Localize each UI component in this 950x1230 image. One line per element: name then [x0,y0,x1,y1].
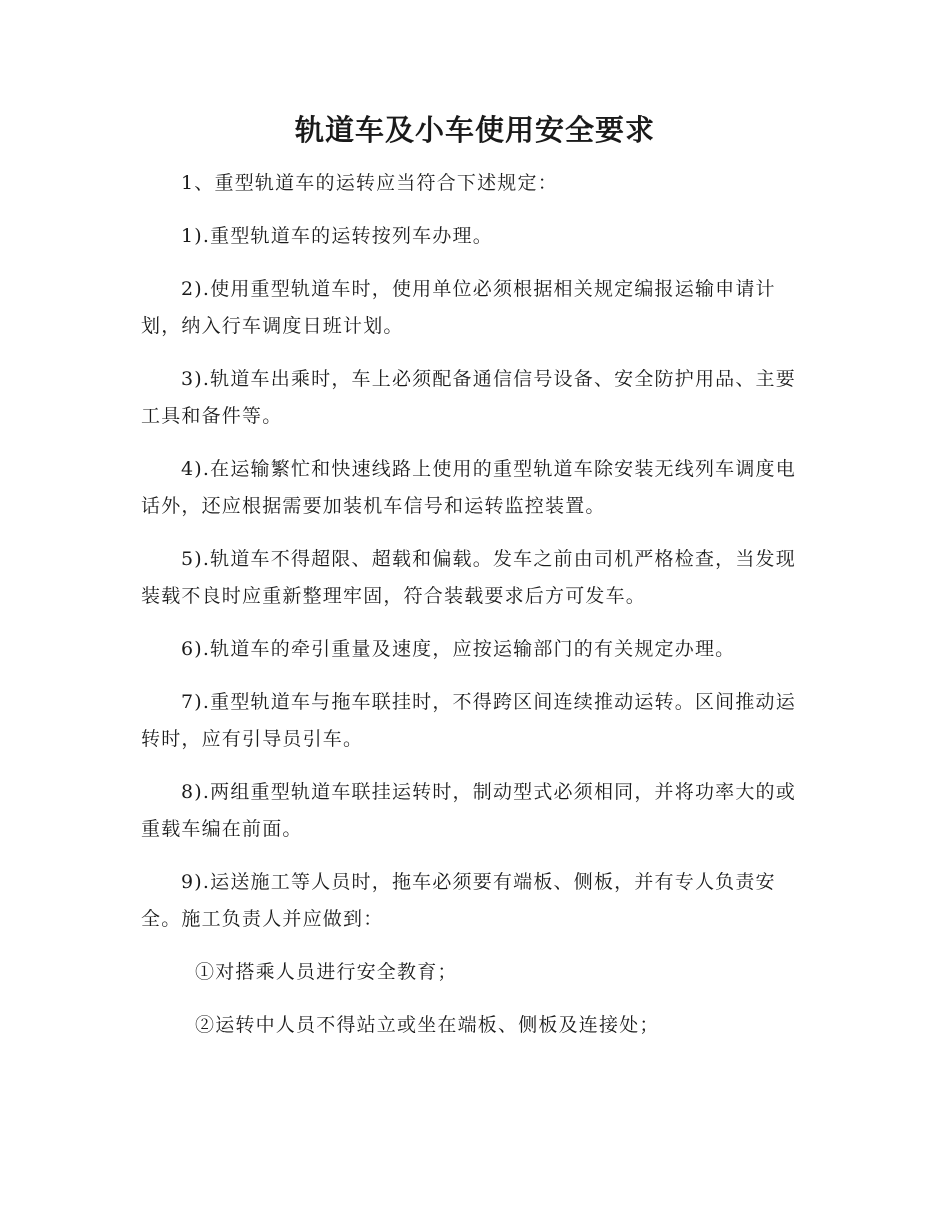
sub-item-1: ①对搭乘人员进行安全教育； [195,961,458,983]
paragraph-1-5: 5).轨道车不得超限、超载和偏载。发车之前由司机严格检查，当发现装载不良时应重新整理牢固，符合装载要求后方可发车。 [141,548,796,607]
paragraph-1: 1、重型轨道车的运转应当符合下述规定： [181,172,558,194]
paragraph-1-6: 6).轨道车的牵引重量及速度，应按运输部门的有关规定办理。 [181,638,736,660]
paragraph-1-2: 2).使用重型轨道车时，使用单位必须根据相关规定编报运输申请计划，纳入行车调度日班计划。 [141,278,776,337]
paragraph-1-4: 4).在运输繁忙和快速线路上使用的重型轨道车除安装无线列车调度电话外，还应根据需要加装机车信号和运转监控装置。 [141,458,796,517]
document-body [141,165,811,1060]
paragraph-1-3: 3).轨道车出乘时，车上必须配备通信信号设备、安全防护用品、主要工具和备件等。 [141,368,796,427]
paragraph-1-8: 8).两组重型轨道车联挂运转时，制动型式必须相同，并将功率大的或重载车编在前面。 [141,781,796,840]
paragraph-1-9: 9).运送施工等人员时，拖车必须要有端板、侧板，并有专人负责安全。施工负责人并应做到： [141,871,776,930]
sub-item-2: ②运转中人员不得站立或坐在端板、侧板及连接处； [195,1014,660,1036]
paragraph-1-7: 7).重型轨道车与拖车联挂时，不得跨区间连续推动运转。区间推动运转时，应有引导员引车。 [141,691,796,750]
paragraph-1-1: 1).重型轨道车的运转按列车办理。 [181,225,493,247]
document-title: 轨道车及小车使用安全要求 [294,113,655,147]
